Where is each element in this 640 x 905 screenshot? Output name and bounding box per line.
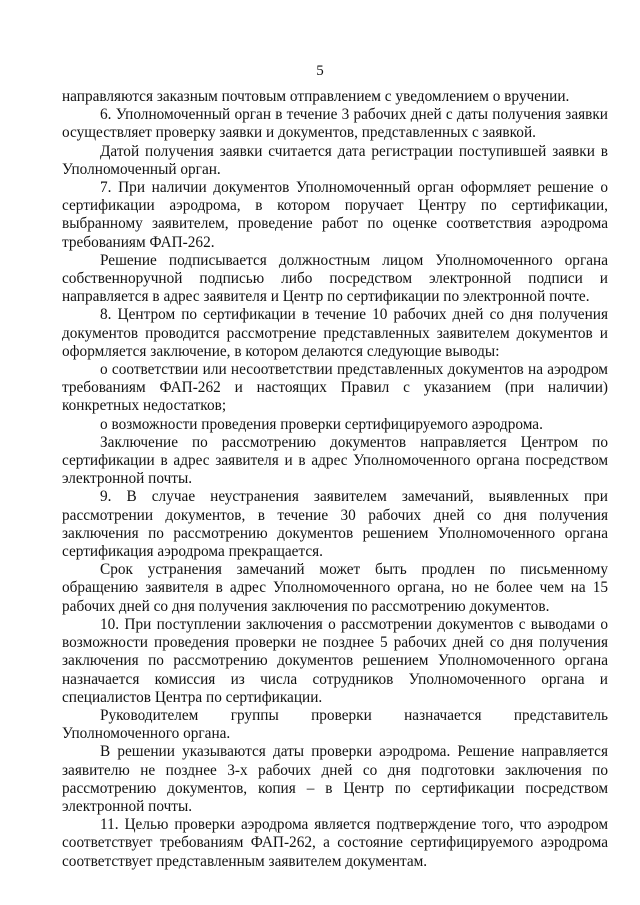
paragraph-item-9: 9. В случае неустранения заявителем замечаний, выявленных при рассмотрении документов, в течение 30 рабочих дней со дня получения заключения по рассмотрению документов решением Уполномоченного органа сертификация аэродрома прекращается. bbox=[62, 488, 608, 561]
paragraph-item-10: 10. При поступлении заключения о рассмотрении документов с выводами о возможности проведения проверки не позднее 5 рабочих дней со дня получения заключения по рассмотрению документов решением Уполномоченного органа назначается комиссия из числа сотрудников Уполномоченного органа и специалистов Центра по сертификации. bbox=[62, 615, 608, 706]
paragraph-receipt-date: Датой получения заявки считается дата регистрации поступившей заявки в Уполномоченный орган. bbox=[62, 142, 608, 178]
paragraph-item-6: 6. Уполномоченный орган в течение 3 рабочих дней с даты получения заявки осуществляет проверку заявки и документов, представленных с заявкой. bbox=[62, 106, 608, 142]
paragraph-inspection-dates: В решении указываются даты проверки аэродрома. Решение направляется заявителю не позднее 3-х рабочих дней со дня подготовки заключения по рассмотрению документов, копия – в Центр по сертификации посредством электронной почты. bbox=[62, 743, 608, 815]
paragraph-decision-signing: Решение подписывается должностным лицом Уполномоченного органа собственноручной подписью либо посредством электронной подписи и направляется в адрес заявителя и Центр по сертификации по электронной почте. bbox=[62, 251, 608, 306]
paragraph-item-7: 7. При наличии документов Уполномоченный орган оформляет решение о сертификации аэродрома, в котором поручает Центру по сертификации, выбранному заявителем, проведение работ по оценке соответствия аэродрома требованиям ФАП-262. bbox=[62, 179, 608, 251]
paragraph-conclusion-inspection: о возможности проведения проверки сертифицируемого аэродрома. bbox=[100, 415, 543, 433]
paragraph-conclusion-sending: Заключение по рассмотрению документов направляется Центром по сертификации в адрес заявителя и в адрес Уполномоченного органа посредством электронной почты. bbox=[62, 433, 608, 488]
document-body bbox=[62, 88, 608, 871]
paragraph-continuation: направляются заказным почтовым отправлением с уведомлением о вручении. bbox=[62, 88, 570, 105]
paragraph-conclusion-compliance: о соответствии или несоответствии представленных документов на аэродром требованиям ФАП-262 и настоящих Правил с указанием (при наличии) конкретных недостатков; bbox=[62, 361, 608, 415]
paragraph-deadline-extension: Срок устранения замечаний может быть продлен по письменному обращению заявителя в адрес Уполномоченного органа, но не более чем на 15 рабочих дней со дня получения заключения по рассмотрению документов. bbox=[62, 561, 608, 615]
page-number: 5 bbox=[316, 63, 324, 79]
paragraph-group-leader: Руководителем группы проверки назначается представитель Уполномоченного органа. bbox=[62, 706, 608, 743]
paragraph-item-11: 11. Целью проверки аэродрома является подтверждение того, что аэродром соответствует требованиям ФАП-262, а состояние сертифицируемого аэродрома соответствует представленным заявителем документам. bbox=[62, 816, 608, 870]
paragraph-item-8: 8. Центром по сертификации в течение 10 рабочих дней со дня получения документов проводится рассмотрение представленных заявителем документов и оформляется заключение, в котором делаются следующие выводы: bbox=[62, 306, 608, 360]
